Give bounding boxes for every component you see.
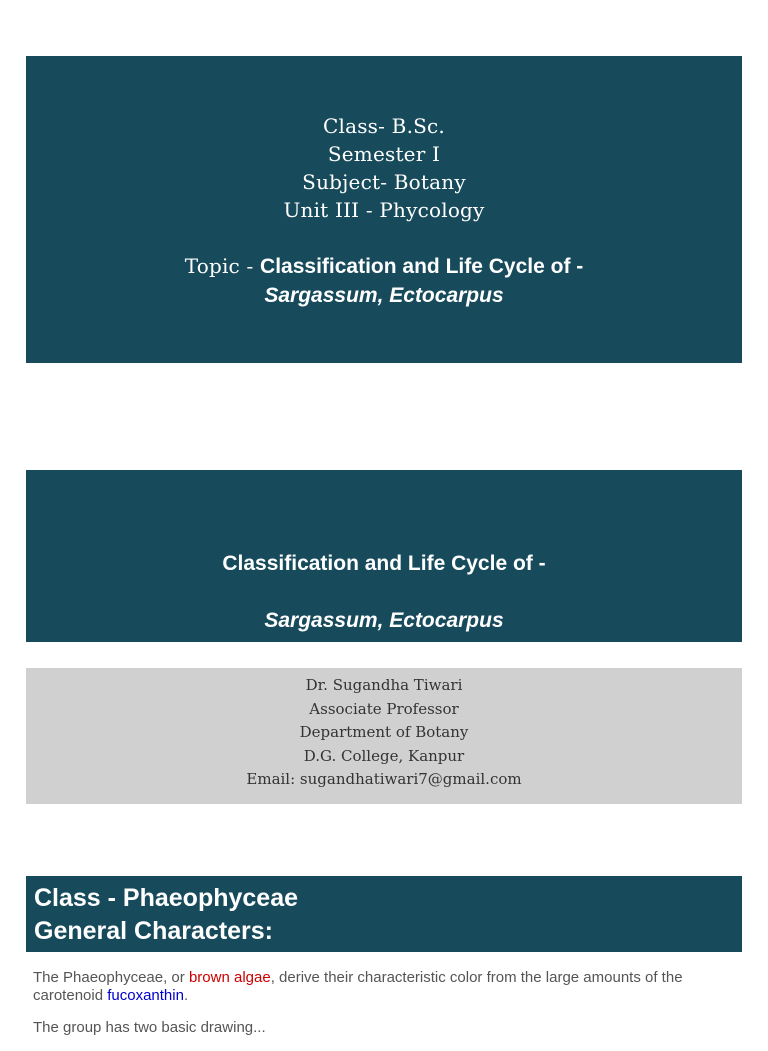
class-line: Class- B.Sc. [323, 114, 445, 138]
slide2-title: Classification and Life Cycle of - [222, 552, 546, 575]
slide2-species: Sargassum, Ectocarpus [264, 609, 504, 632]
section-subtitle: General Characters: [34, 917, 274, 945]
brown-algae-link[interactable]: brown algae [188, 969, 271, 986]
unit-line: Unit III - Phycology [283, 198, 485, 222]
body-text [33, 969, 733, 1051]
topic-prefix: Topic - [184, 254, 261, 278]
paragraph-1 [33, 969, 733, 1005]
author-name: Dr. Sugandha Tiwari [305, 676, 463, 694]
topic-block [26, 252, 742, 310]
p1-text-a: The Phaeophyceae, or [33, 969, 189, 986]
section-class-title: Class - Phaeophyceae [34, 884, 299, 912]
author-position: Associate Professor [309, 699, 459, 718]
author-department: Department of Botany [299, 723, 469, 741]
fucoxanthin-link[interactable]: fucoxanthin [107, 987, 184, 1004]
subject-line: Subject- Botany [302, 170, 466, 194]
semester-line: Semester I [327, 142, 441, 166]
p1-text-b: , derive their characteristic color from the large amounts of the carotenoid [33, 969, 683, 1004]
p1-text-c: . [183, 987, 189, 1004]
topic-species: Sargassum, Ectocarpus [264, 284, 504, 307]
course-info [26, 112, 742, 224]
topic-title: Classification and Life Cycle of - [260, 255, 584, 278]
author-college: D.G. College, Kanpur [303, 746, 465, 765]
author-email: Email: sugandhatiwari7@gmail.com [246, 770, 522, 788]
subtitle-slide [26, 470, 742, 642]
title-slide [26, 56, 742, 363]
author-info [26, 668, 742, 804]
p2-text: The group has two basic drawing... [33, 1019, 266, 1036]
section-header [26, 876, 742, 952]
paragraph-2 [33, 1019, 733, 1037]
